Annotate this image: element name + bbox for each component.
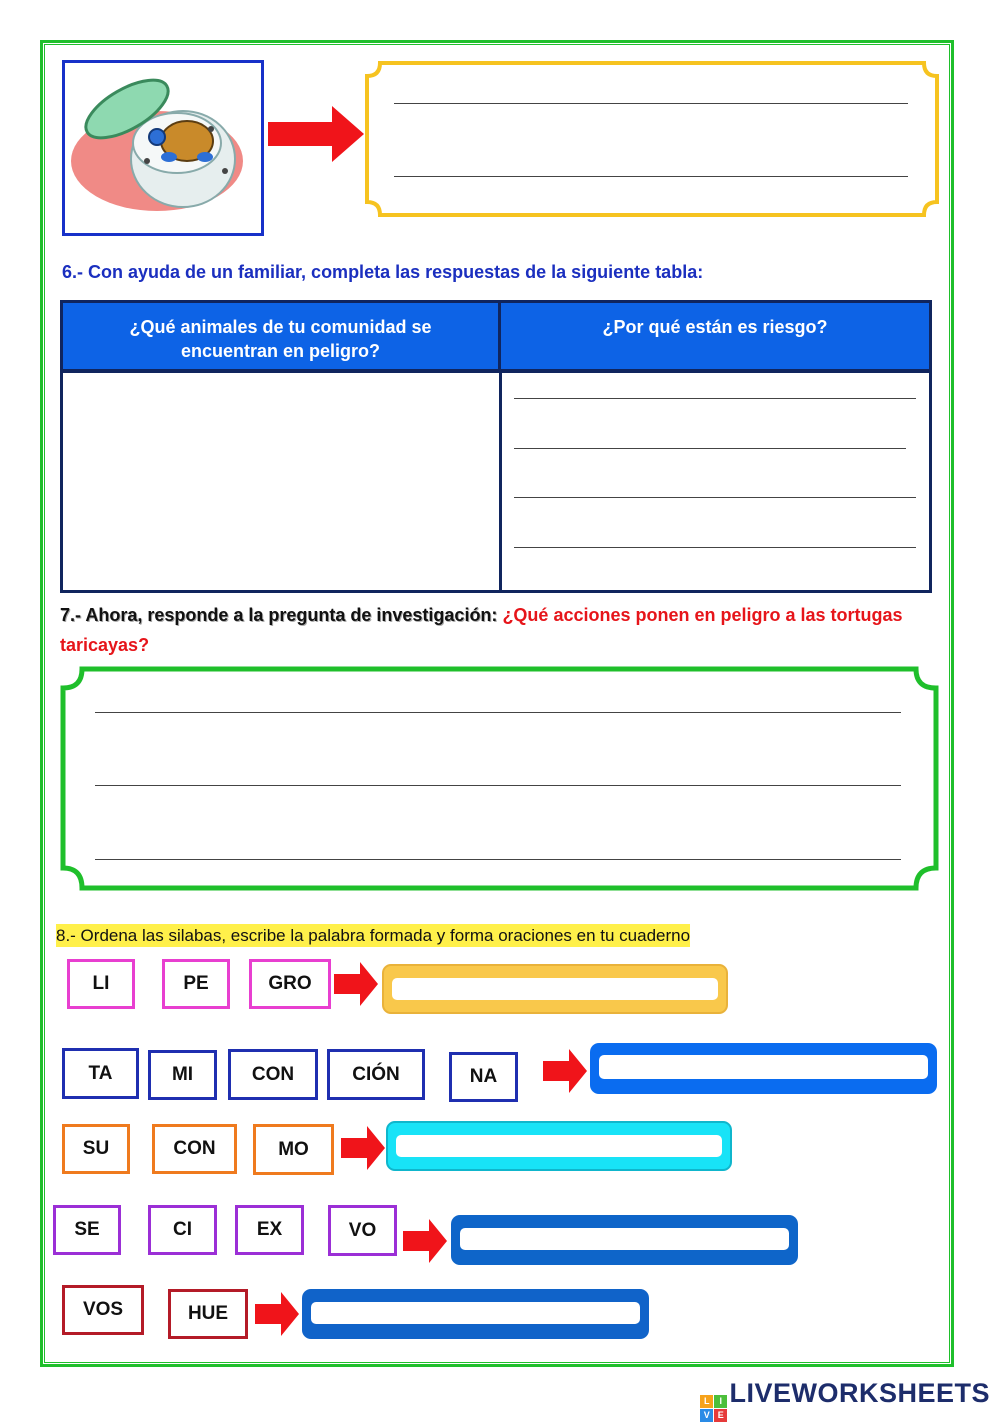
arrow-right-icon-row4 xyxy=(403,1219,449,1263)
answer-box-row3[interactable] xyxy=(386,1121,732,1171)
arrow-right-icon-row5 xyxy=(255,1292,301,1336)
syllable-ci[interactable]: CI xyxy=(148,1205,217,1255)
arrow-right-icon-row3 xyxy=(341,1126,387,1170)
syllable-su[interactable]: SU xyxy=(62,1124,130,1174)
liveworksheets-logo-icon xyxy=(700,1395,727,1422)
reason-line[interactable] xyxy=(514,398,916,399)
question-7-question: ¿Qué acciones ponen en peligro a las tortugas taricayas? xyxy=(60,605,903,655)
syllable-cion[interactable]: CIÓN xyxy=(327,1049,425,1100)
table-cell-animals[interactable] xyxy=(63,373,499,590)
answer-box-row4[interactable] xyxy=(451,1215,798,1265)
turtle-leg xyxy=(161,152,177,162)
question-8-highlight: 8.- Ordena las silabas, escribe la palabra formada y forma oraciones en tu cuaderno xyxy=(56,926,691,945)
reason-line-2[interactable] xyxy=(514,448,906,449)
syllable-vo[interactable]: VO xyxy=(328,1205,397,1256)
logo-letter-l: L xyxy=(700,1395,713,1408)
turtle-leg-2 xyxy=(197,152,213,162)
turtle-head xyxy=(149,129,165,145)
research-answer-line-3[interactable] xyxy=(95,859,901,860)
syllable-li[interactable]: LI xyxy=(67,959,135,1009)
arrow-right-icon xyxy=(268,106,366,162)
air-hole-3 xyxy=(222,168,228,174)
syllable-hue[interactable]: HUE xyxy=(168,1289,248,1339)
research-answer-line-2[interactable] xyxy=(95,785,901,786)
syllable-ta[interactable]: TA xyxy=(62,1048,139,1099)
syllable-pe[interactable]: PE xyxy=(162,959,230,1009)
air-hole xyxy=(208,126,214,132)
syllable-con-2[interactable]: CON xyxy=(152,1124,237,1174)
logo-letter-v: V xyxy=(700,1409,713,1422)
answer-line-2[interactable] xyxy=(394,176,908,177)
syllable-gro[interactable]: GRO xyxy=(249,959,331,1009)
animals-table xyxy=(60,300,932,593)
logo-letter-e: E xyxy=(714,1409,727,1422)
answer-frame-yellow xyxy=(364,60,940,218)
syllable-vos[interactable]: VOS xyxy=(62,1285,144,1335)
reason-line-4[interactable] xyxy=(514,547,916,548)
question-7-prefix: 7.- Ahora, responde a la pregunta de investigación: xyxy=(60,605,503,625)
reason-line-3[interactable] xyxy=(514,497,916,498)
question-8-text xyxy=(56,926,690,946)
answer-box-row2[interactable] xyxy=(590,1043,937,1094)
syllable-se[interactable]: SE xyxy=(53,1205,121,1255)
syllable-con[interactable]: CON xyxy=(228,1049,318,1100)
table-header-reason: ¿Por qué están es riesgo? xyxy=(501,303,929,369)
question-7 xyxy=(60,600,940,660)
turtle-in-container-image xyxy=(62,60,264,236)
table-column-divider xyxy=(499,369,502,590)
syllable-mi[interactable]: MI xyxy=(148,1050,217,1100)
logo-letter-i: I xyxy=(714,1395,727,1408)
answer-box-row5[interactable] xyxy=(302,1289,649,1339)
answer-line[interactable] xyxy=(394,103,908,104)
table-header-animals: ¿Qué animales de tu comunidad se encuentran en peligro? xyxy=(63,303,501,369)
turtle-illustration xyxy=(65,63,261,233)
syllable-na[interactable]: NA xyxy=(449,1052,518,1102)
answer-box-row1[interactable] xyxy=(382,964,728,1014)
arrow-right-icon-row1 xyxy=(334,962,380,1006)
syllable-mo[interactable]: MO xyxy=(253,1124,334,1175)
syllable-ex[interactable]: EX xyxy=(235,1205,304,1255)
arrow-right-icon-row2 xyxy=(543,1049,589,1093)
question-6-text: 6.- Con ayuda de un familiar, completa las respuestas de la siguiente tabla: xyxy=(62,262,704,282)
liveworksheets-brand-text: LIVEWORKSHEETS xyxy=(729,1378,990,1408)
research-answer-line[interactable] xyxy=(95,712,901,713)
liveworksheets-logo xyxy=(700,1378,990,1422)
air-hole-2 xyxy=(144,158,150,164)
